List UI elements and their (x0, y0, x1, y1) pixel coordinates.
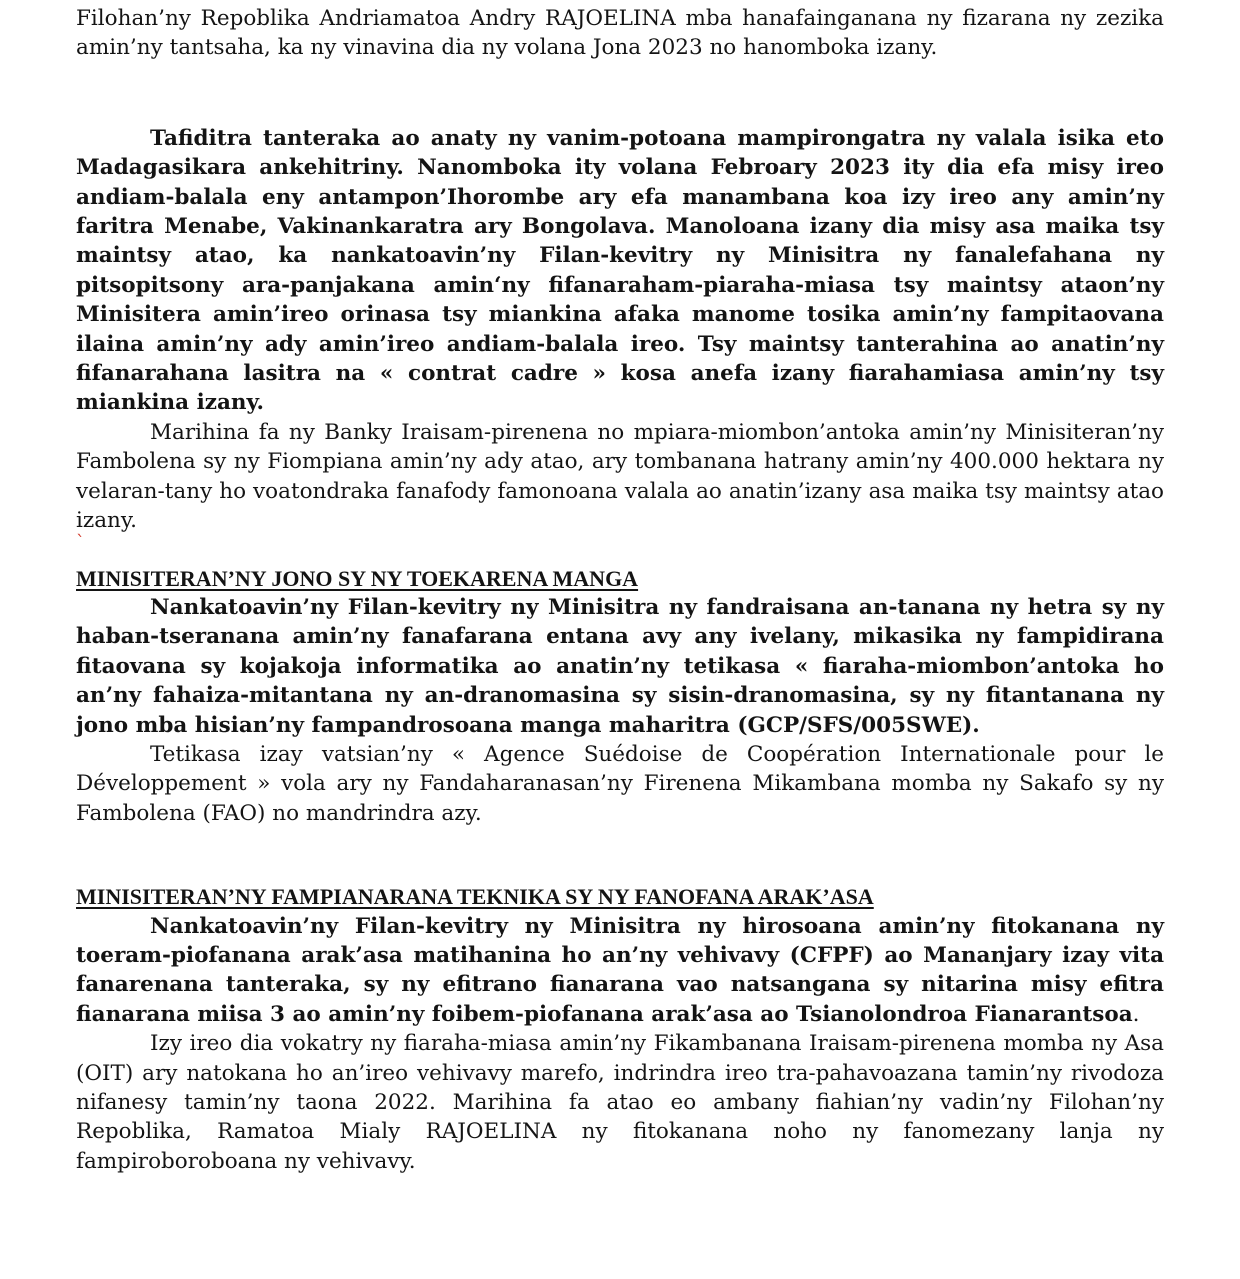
fisheries-heading: MINISITERAN’NY JONO SY NY TOEKARENA MANGA (76, 565, 639, 591)
technical-education-paragraph: Izy ireo dia vokatry ny fiaraha-miasa amin’ny Fikambanana Iraisam-pirenena momba ny Asa (OIT) ary natokana ho an’ireo vehivavy marefo, indrindra ireo tra-pahavoazana tamin’ny rivodoza nifanesy tamin’ny taona 2022. Marihina fa atao eo ambany fiahian’ny vadin’ny Filohan’ny Repoblika, Ramatoa Mialy RAJOELINA ny fitokanana noho ny fanomezany lanja ny fampiroboroboana ny vehivavy. (76, 1031, 1164, 1174)
locust-paragraph: Marihina fa ny Banky Iraisam-pirenena no mpiara-miombon’antoka amin’ny Minisiteran’ny Fambolena sy ny Fiompiana amin’ny ady atao, ary tombanana hatrany amin’ny 400.000 hektara ny velaran-tany ho voatondraka fanafody famonoana valala ao anatin’izany asa maika tsy maintsy atao izany. (76, 419, 1164, 534)
technical-education-bold-text: Nankatoavin’ny Filan-kevitry ny Minisitra ny hirosoana amin’ny fitokanana ny toeram-piofanana arak’asa matihanina ho an’ny vehivavy (CFPF) ao Mananjary izay vita fanarenana tanteraka, sy ny efitrano fianarana vao natsangana sy nitarina misy efitra fianarana miisa 3 ao amin’ny foibem-piofanana arak’asa ao Tsianolondroa Fianarantsoa (76, 913, 1164, 1027)
locust-bold-paragraph: Tafiditra tanteraka ao anaty ny vanim-potoana mampirongatra ny valala isika eto Madagasikara ankehitriny. Nanomboka ity volana Febroary 2023 ity dia efa misy ireo andiam-balala eny antampon’Ihorombe ary efa manambana koa izy ireo any amin’ny faritra Menabe, Vakinankaratra ary Bongolava. Manoloana izany dia misy asa maika tsy maintsy atao, ka nankatoavin’ny Filan-kevitry ny Minisitra ny fanalefahana ny pitsopitsony ara-panjakana amin‘ny fifanaraham-piaraha-miasa tsy maintsy ataon’ny Minisitera amin’ireo orinasa tsy miankina afaka manome tosika amin’ny fampitaovana ilaina amin’ny ady amin’ireo andiam-balala ireo. Tsy maintsy tanterahina ao anatin’ny fifanarahana lasitra na « contrat cadre » kosa anefa izany fiarahamiasa amin’ny tsy miankina izany. (76, 125, 1164, 416)
top-paragraph: Filohan’ny Repoblika Andriamatoa Andry RAJOELINA mba hanafainganana ny fizarana ny zezika amin’ny tantsaha, ka ny vinavina dia ny volana Jona 2023 no hanomboka izany. (76, 6, 1164, 61)
technical-education-section (76, 882, 1164, 1176)
locust-section (76, 124, 1164, 536)
stray-mark: ` (76, 531, 85, 553)
spacer (76, 63, 1164, 124)
technical-education-lead-paragraph (76, 912, 1164, 1030)
fisheries-section (76, 564, 1164, 829)
technical-education-bold-end: . (1132, 1001, 1140, 1027)
fisheries-paragraph: Tetikasa izay vatsian’ny « Agence Suédoise de Coopération Internationale pour le Développement » vola ary ny Fandaharanasan’ny Firenena Mikambana momba ny Sakafo sy ny Fambolena (FAO) no mandrindra azy. (76, 741, 1164, 826)
spacer (76, 828, 1164, 882)
spacer (76, 557, 1164, 564)
technical-education-heading: MINISITERAN’NY FAMPIANARANA TEKNIKA SY NY FANOFANA ARAK’ASA (76, 884, 874, 910)
fisheries-bold-paragraph: Nankatoavin’ny Filan-kevitry ny Minisitra ny fandraisana an-tanana ny hetra sy ny haban-tseranana amin’ny fanafarana entana avy any ivelany, mikasika ny fampidirana fitaovana sy kojakoja informatika ao anatin’ny tetikasa « fiaraha-miombon’antoka ho an’ny fahaiza-mitantana ny an-dranomasina sy sisin-dranomasina, sy ny fitantanana ny jono mba hisian’ny fampandrosoana manga maharitra (GCP/SFS/005SWE). (76, 594, 1164, 738)
